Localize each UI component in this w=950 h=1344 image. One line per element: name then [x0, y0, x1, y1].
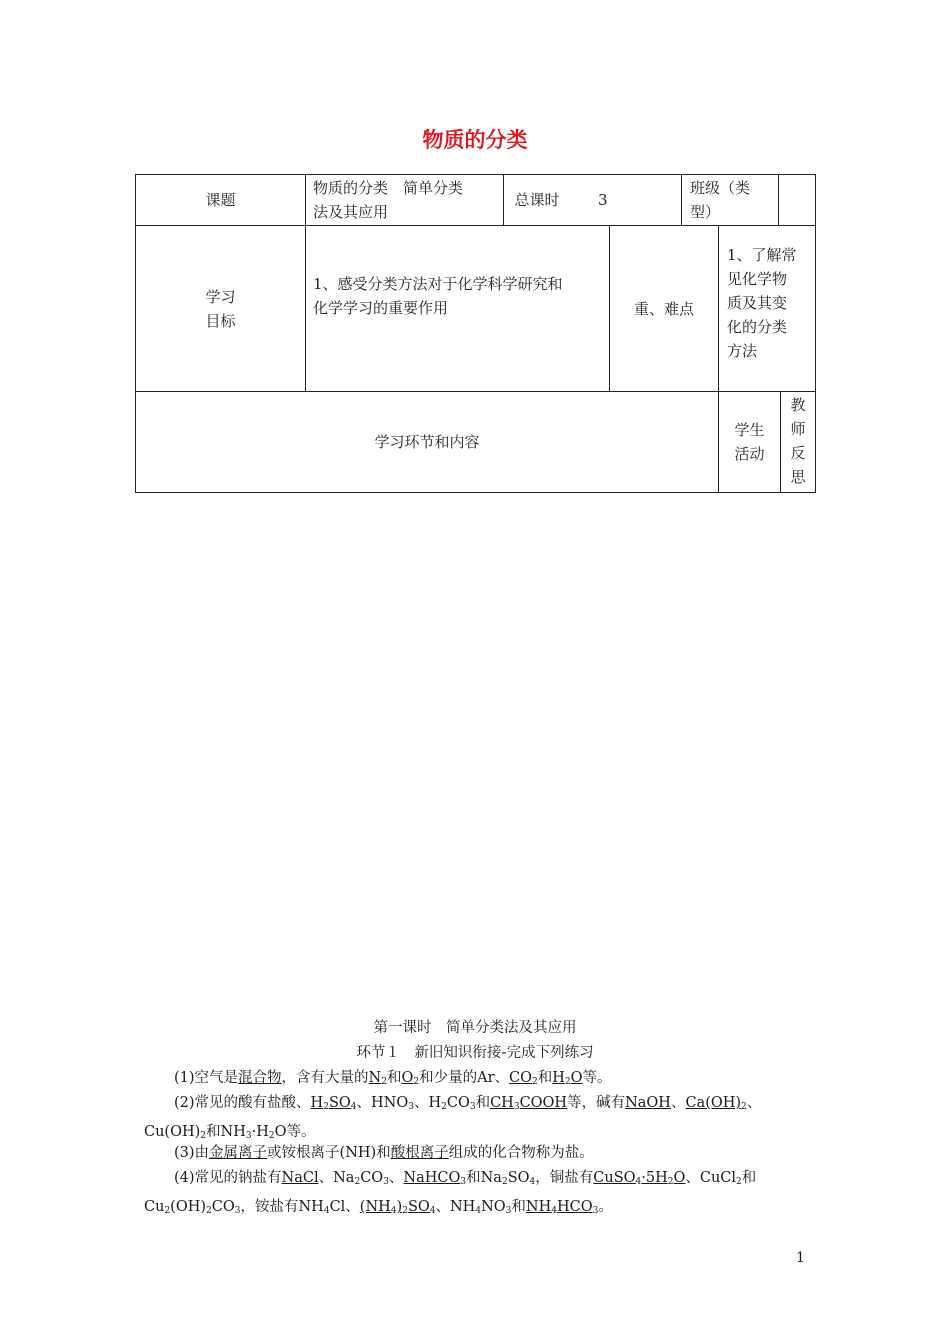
- step-title: 环节１ 新旧知识衔接-完成下列练习: [356, 1045, 594, 1061]
- key-points-label: 重、难点: [633, 299, 694, 318]
- page-number: 1: [796, 1250, 805, 1266]
- topic-label: 课题: [205, 191, 236, 209]
- page-title: 物质的分类: [422, 128, 528, 152]
- total-hours-value: 3: [598, 191, 608, 209]
- total-hours-label: 总课时: [514, 191, 560, 209]
- lesson-title: 第一课时 简单分类法及其应用: [373, 1020, 577, 1036]
- content-label: 学习环节和内容: [374, 433, 480, 451]
- exercise-1: (1)空气是混合物，含有大量的$N_2$和$O_2$和少量的Ar、$CO_2$和$H_2O$等。: [174, 1070, 612, 1087]
- key-points-text: 1、了解常 见化学物 质及其变 化的分类 方法: [727, 246, 797, 360]
- exercise-4: (4)常见的钠盐有NaCl、$Na_2CO_3$、NaHCO$_3$和$Na_2SO_4$，铜盐有$CuSO_4\cdot 5H_2O$、CuCl$_2$和$Cu_2(OH)_2CO_3$，铵盐有$NH_4Cl$、$(NH_4)_2SO_4$、$NH_4NO_3$和$NH_4HCO_3$。: [144, 1170, 757, 1216]
- class-type-label: 班级（类 型）: [690, 179, 751, 221]
- student-activity-label: 学生 活动: [734, 421, 765, 463]
- topic-value: 物质的分类 简单分类 法及其应用: [313, 179, 464, 221]
- teacher-reflection-label: 教 师 反 思: [790, 396, 806, 486]
- exercise-3: (3)由金属离子或铵根离子(NH)和酸根离子组成的化合物称为盐。: [174, 1145, 594, 1161]
- learning-goals-label: 学习 目标: [205, 287, 236, 330]
- learning-goals-text: 1、感受分类方法对于化学科学研究和 化学学习的重要作用: [313, 275, 563, 317]
- exercise-2: (2)常见的酸有盐酸、$H_2SO_4$、$HNO_3$、$H_2CO_3$和$CH_3COOH$等，碱有NaOH、$Ca(OH)_2$、$Cu(OH)_2$和$NH_3\cdot H_2O$等。: [144, 1095, 762, 1141]
